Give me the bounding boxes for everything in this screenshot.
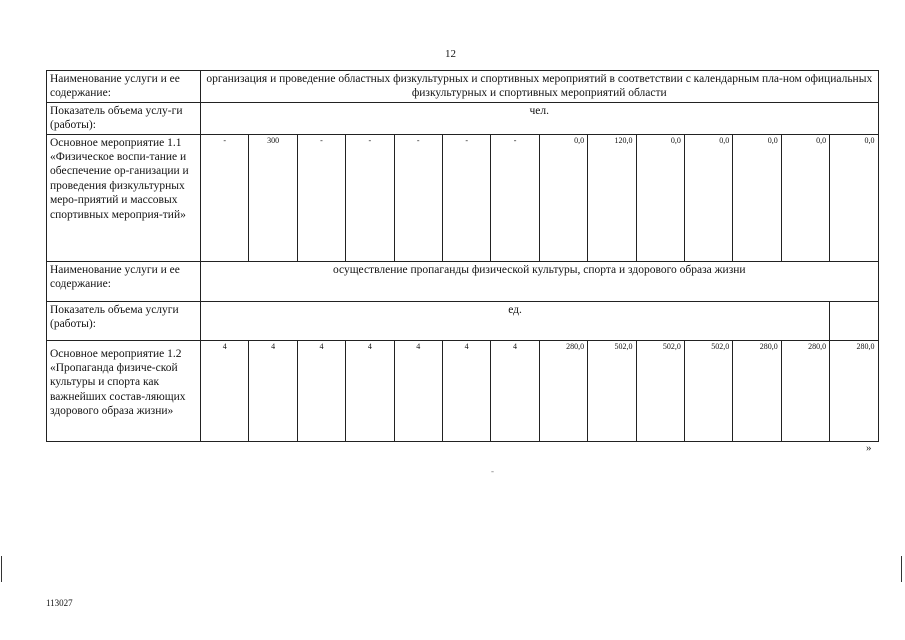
activity-1-2-value-cell: 4 — [491, 340, 539, 441]
service2-name-row — [47, 261, 879, 301]
activity-1-2-value-cell: 280,0 — [830, 340, 878, 441]
service1-indicator-label: Показатель объема услу-ги (работы): — [47, 102, 201, 134]
activity-1-1-value-cell: - — [442, 134, 490, 261]
activity-1-1-value-cell: 0,0 — [733, 134, 781, 261]
services-table — [46, 70, 879, 442]
activity-1-2-value-cell: 280,0 — [781, 340, 829, 441]
activity-1-2-value-cell: 4 — [394, 340, 442, 441]
service2-indicator-empty-cell — [830, 301, 878, 340]
service1-name-row — [47, 71, 879, 103]
activity-1-2-value-cell: 502,0 — [684, 340, 732, 441]
activity-1-2-value-cell: 4 — [201, 340, 249, 441]
activity-1-2-value-cell: 502,0 — [588, 340, 636, 441]
activity-1-2-value-cell: 502,0 — [636, 340, 684, 441]
document-code: 113027 — [46, 598, 73, 608]
activity-1-1-value-cell: - — [201, 134, 249, 261]
activity-1-1-value-cell: - — [491, 134, 539, 261]
activity-1-1-value-cell: 0,0 — [830, 134, 878, 261]
activity-1-2-value-cell: 4 — [249, 340, 297, 441]
activity-1-1-value-cell: 0,0 — [636, 134, 684, 261]
activity-1-2-row — [47, 340, 879, 441]
activity-1-1-value-cell: 0,0 — [539, 134, 587, 261]
activity-1-2-label: Основное мероприятие 1.2 «Пропаганда физиче-ской культуры и спорта как важнейших состав-ляющих здорового образа жизни» — [47, 340, 201, 441]
activity-1-1-row — [47, 134, 879, 261]
service1-name-text: организация и проведение областных физкультурных и спортивных мероприятий в соответствии с календарным пла-ном официальных физкультурных и спортивных мероприятий области — [201, 71, 879, 103]
service2-name-text: осуществление пропаганды физической культуры, спорта и здорового образа жизни — [201, 261, 879, 301]
scan-edge-mark-right — [901, 556, 902, 582]
scan-edge-mark-left — [1, 556, 2, 582]
service2-name-label: Наименование услуги и ее содержание: — [47, 261, 201, 301]
service1-indicator-unit: чел. — [201, 102, 879, 134]
service2-indicator-row — [47, 301, 879, 340]
service2-indicator-unit: ед. — [201, 301, 830, 340]
closing-quote: » — [866, 442, 872, 454]
activity-1-1-value-cell: - — [297, 134, 345, 261]
activity-1-2-value-cell: 4 — [297, 340, 345, 441]
activity-1-1-value-cell: 120,0 — [588, 134, 636, 261]
activity-1-2-value-cell: 4 — [346, 340, 394, 441]
service1-indicator-row — [47, 102, 879, 134]
activity-1-1-value-cell: - — [394, 134, 442, 261]
activity-1-2-value-cell: 280,0 — [539, 340, 587, 441]
activity-1-2-value-cell: 4 — [442, 340, 490, 441]
bottom-dash: - — [491, 466, 494, 476]
activity-1-1-value-cell: 0,0 — [684, 134, 732, 261]
activity-1-2-value-cell: 280,0 — [733, 340, 781, 441]
service2-indicator-label: Показатель объема услуги (работы): — [47, 301, 201, 340]
activity-1-1-value-cell: 0,0 — [781, 134, 829, 261]
service1-name-label: Наименование услуги и ее содержание: — [47, 71, 201, 103]
page-number: 12 — [445, 48, 456, 60]
activity-1-1-value-cell: - — [346, 134, 394, 261]
activity-1-1-value-cell: 300 — [249, 134, 297, 261]
activity-1-1-label: Основное мероприятие 1.1 «Физическое воспи-тание и обеспечение ор-ганизации и проведения физкультурных меро-приятий и массовых спортивных мероприя-тий» — [47, 134, 201, 261]
